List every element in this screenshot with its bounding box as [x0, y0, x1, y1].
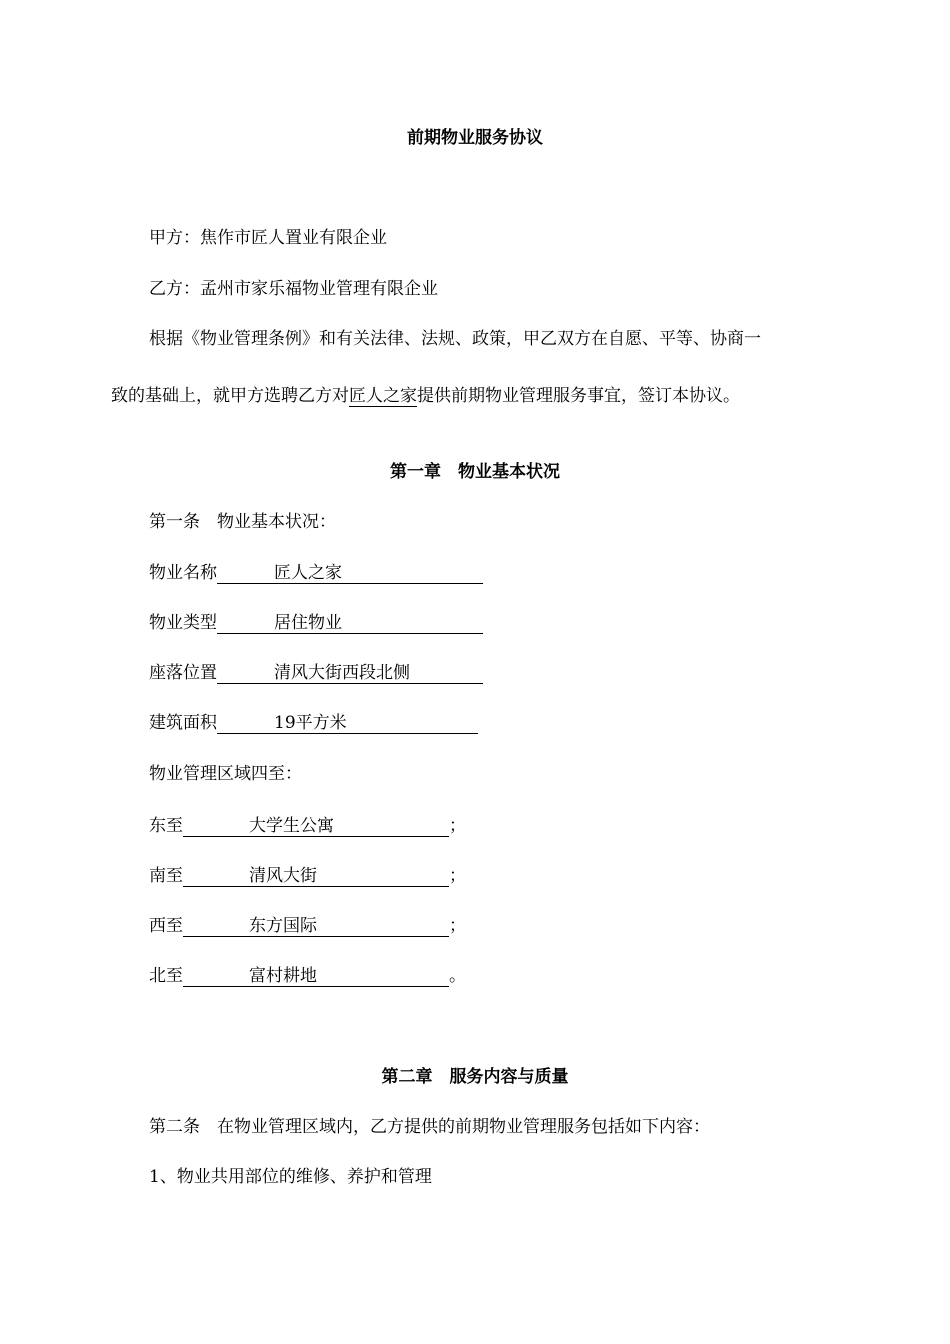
chapter-2-heading: 第二章 服务内容与质量 [381, 1067, 569, 1087]
field-label: 物业名称 [149, 563, 217, 583]
boundary-end: ； [449, 916, 466, 936]
field-location [149, 663, 483, 684]
field-value-line [217, 714, 478, 734]
boundary-label: 西至 [149, 916, 183, 936]
party-a-label: 甲方： [149, 228, 200, 248]
field-value: 居住物业 [274, 613, 342, 633]
field-value: 19平方米 [274, 713, 347, 733]
field-label: 建筑面积 [149, 713, 217, 733]
boundary-value: 富村耕地 [249, 966, 317, 986]
property-name-underlined: 匠人之家 [349, 386, 417, 406]
article-2: 第二条 在物业管理区域内，乙方提供的前期物业管理服务包括如下内容： [149, 1117, 710, 1137]
boundary-value-line [183, 867, 449, 887]
party-b-name: 孟州市家乐福物业管理有限企业 [200, 279, 438, 299]
preamble-line-1: 根据《物业管理条例》和有关法律、法规、政策，甲乙双方在自愿、平等、协商一 [149, 329, 761, 349]
boundary-end: ； [449, 866, 466, 886]
boundary-value: 清风大街 [249, 866, 317, 886]
field-value-line [217, 564, 483, 584]
document-title: 前期物业服务协议 [407, 128, 543, 148]
boundary-north [149, 966, 466, 987]
boundary-value: 东方国际 [249, 916, 317, 936]
field-value-line [217, 614, 483, 634]
boundary-value-line [183, 817, 449, 837]
boundary-value-line [183, 917, 449, 937]
field-property-name [149, 563, 483, 584]
preamble-text-after: 提供前期物业管理服务事宜，签订本协议。 [417, 386, 740, 406]
preamble-line-2 [111, 386, 740, 406]
boundary-east [149, 816, 466, 837]
boundary-value: 大学生公寓 [249, 816, 334, 836]
boundary-label: 东至 [149, 816, 183, 836]
boundary-label: 北至 [149, 966, 183, 986]
field-value: 匠人之家 [274, 563, 342, 583]
field-value-line [217, 664, 483, 684]
boundary-end: 。 [449, 966, 466, 986]
service-item-1: 1、物业共用部位的维修、养护和管理 [149, 1167, 432, 1187]
field-property-type [149, 613, 483, 634]
chapter-1-heading: 第一章 物业基本状况 [390, 462, 560, 482]
field-label: 物业类型 [149, 613, 217, 633]
boundaries-heading: 物业管理区域四至： [149, 764, 302, 784]
party-a [149, 228, 387, 248]
boundary-end: ； [449, 816, 466, 836]
party-a-name: 焦作市匠人置业有限企业 [200, 228, 387, 248]
boundary-label: 南至 [149, 866, 183, 886]
field-label: 座落位置 [149, 663, 217, 683]
field-value: 清风大街西段北侧 [274, 663, 410, 683]
field-building-area [149, 713, 478, 734]
boundary-south [149, 866, 466, 887]
article-1: 第一条 物业基本状况： [149, 512, 336, 532]
party-b [149, 279, 438, 299]
boundary-west [149, 916, 466, 937]
preamble-text-before: 致的基础上，就甲方选聘乙方对 [111, 386, 349, 406]
party-b-label: 乙方： [149, 279, 200, 299]
boundary-value-line [183, 967, 449, 987]
